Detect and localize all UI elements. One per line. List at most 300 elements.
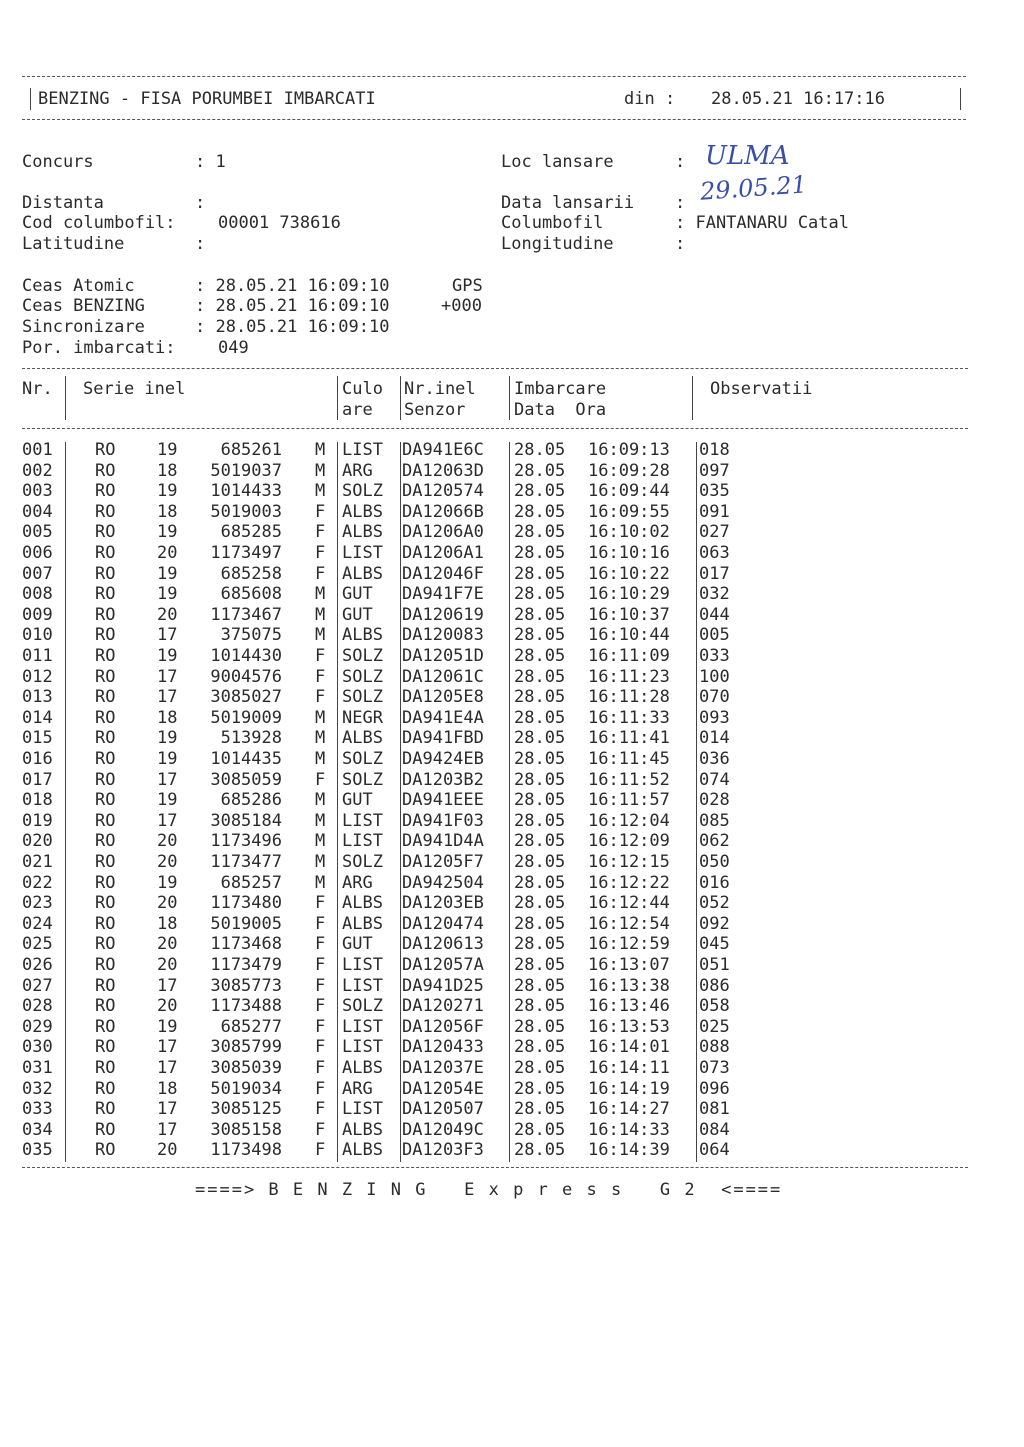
row-observation: 028 xyxy=(699,790,730,811)
row-date: 28.05 xyxy=(514,728,566,749)
row-observation: 005 xyxy=(699,625,730,646)
row-sex: M xyxy=(315,728,326,749)
col-header-imbarcare: Imbarcare xyxy=(514,379,607,399)
row-date: 28.05 xyxy=(514,872,566,893)
document-title: BENZING - FISA PORUMBEI IMBARCATI xyxy=(38,89,376,109)
row-date: 28.05 xyxy=(514,1058,566,1078)
row-sensor: DA12046F xyxy=(402,563,484,584)
row-country: RO xyxy=(95,707,116,728)
columbofil-value: : FANTANARU Catal xyxy=(675,213,849,233)
col-sep-body-5 xyxy=(696,442,697,1162)
row-country: RO xyxy=(95,646,116,666)
row-sensor: DA120433 xyxy=(402,1037,484,1058)
loc-lansare-value: : xyxy=(675,152,686,172)
row-nr: 021 xyxy=(22,852,53,872)
row-nr: 023 xyxy=(22,893,53,914)
row-date: 28.05 xyxy=(514,501,566,522)
row-time: 16:11:45 xyxy=(588,749,670,769)
row-nr: 028 xyxy=(22,996,53,1017)
row-sex: F xyxy=(315,1037,326,1058)
row-time: 16:11:41 xyxy=(588,728,670,749)
row-country: RO xyxy=(95,955,116,975)
row-sex: F xyxy=(315,955,326,975)
row-observation: 033 xyxy=(699,646,730,666)
row-time: 16:14:19 xyxy=(588,1078,670,1099)
col-header-culo: Culo xyxy=(342,379,383,399)
row-country: RO xyxy=(95,852,116,872)
row-observation: 062 xyxy=(699,831,730,852)
row-time: 16:14:11 xyxy=(588,1058,670,1078)
row-date: 28.05 xyxy=(514,852,566,872)
row-color: SOLZ xyxy=(342,687,383,708)
row-sensor: DA1205F7 xyxy=(402,852,484,872)
row-nr: 008 xyxy=(22,584,53,605)
row-date: 28.05 xyxy=(514,522,566,543)
row-country: RO xyxy=(95,563,116,584)
row-color: ALBS xyxy=(342,625,383,646)
row-country: RO xyxy=(95,1140,116,1161)
row-nr: 006 xyxy=(22,543,53,563)
row-time: 16:12:59 xyxy=(588,934,670,955)
col-sep-header-5 xyxy=(692,376,693,420)
row-ring-number: 1014430 xyxy=(210,646,282,666)
ceas-benzing-label: Ceas BENZING xyxy=(22,296,145,316)
row-sensor: DA12057A xyxy=(402,955,484,975)
concurs-value: : 1 xyxy=(195,152,226,172)
row-sex: M xyxy=(315,440,326,460)
row-time: 16:09:44 xyxy=(588,481,670,502)
row-sex: M xyxy=(315,852,326,872)
col-sep-body-2 xyxy=(337,442,338,1162)
row-time: 16:12:44 xyxy=(588,893,670,914)
row-observation: 044 xyxy=(699,604,730,625)
row-sex: M xyxy=(315,584,326,605)
row-ring-number: 685277 xyxy=(220,1016,282,1037)
row-ring-number: 685608 xyxy=(220,584,282,605)
sincronizare-label: Sincronizare xyxy=(22,317,145,337)
row-year: 18 xyxy=(157,707,178,728)
row-ring-number: 685258 xyxy=(220,563,282,584)
row-color: SOLZ xyxy=(342,749,383,769)
row-color: ALBS xyxy=(342,728,383,749)
row-country: RO xyxy=(95,687,116,708)
row-year: 19 xyxy=(157,481,178,502)
table-header-rule xyxy=(22,428,968,429)
row-date: 28.05 xyxy=(514,1016,566,1037)
row-date: 28.05 xyxy=(514,625,566,646)
row-country: RO xyxy=(95,1099,116,1120)
row-date: 28.05 xyxy=(514,707,566,728)
table-bottom-rule xyxy=(22,1167,968,1168)
row-country: RO xyxy=(95,1078,116,1099)
row-color: LIST xyxy=(342,831,383,852)
row-time: 16:09:28 xyxy=(588,460,670,481)
row-sensor: DA941E4A xyxy=(402,707,484,728)
row-ring-number: 5019034 xyxy=(210,1078,282,1099)
row-date: 28.05 xyxy=(514,996,566,1017)
row-year: 18 xyxy=(157,1078,178,1099)
row-date: 28.05 xyxy=(514,666,566,687)
row-year: 20 xyxy=(157,831,178,852)
por-imbarcati-value: 049 xyxy=(218,338,249,358)
row-nr: 018 xyxy=(22,790,53,811)
row-sensor: DA941F03 xyxy=(402,810,484,831)
row-date: 28.05 xyxy=(514,1140,566,1161)
distanta-label: Distanta xyxy=(22,193,104,213)
row-year: 20 xyxy=(157,852,178,872)
row-time: 16:13:53 xyxy=(588,1016,670,1037)
row-country: RO xyxy=(95,604,116,625)
row-sex: F xyxy=(315,996,326,1017)
longitudine-label: Longitudine xyxy=(501,234,614,254)
row-sex: M xyxy=(315,625,326,646)
row-sex: F xyxy=(315,522,326,543)
row-ring-number: 5019009 xyxy=(210,707,282,728)
row-year: 20 xyxy=(157,543,178,563)
col-header-observatii: Observatii xyxy=(710,379,813,399)
row-date: 28.05 xyxy=(514,913,566,934)
row-color: GUT xyxy=(342,934,373,955)
row-observation: 025 xyxy=(699,1016,730,1037)
row-time: 16:13:07 xyxy=(588,955,670,975)
row-time: 16:09:55 xyxy=(588,501,670,522)
row-sensor: DA120474 xyxy=(402,913,484,934)
row-color: ALBS xyxy=(342,913,383,934)
row-time: 16:10:02 xyxy=(588,522,670,543)
row-sensor: DA1205E8 xyxy=(402,687,484,708)
col-sep-header-4 xyxy=(509,376,510,420)
row-color: ARG xyxy=(342,1078,373,1099)
row-date: 28.05 xyxy=(514,1037,566,1058)
row-sensor: DA12063D xyxy=(402,460,484,481)
row-color: LIST xyxy=(342,440,383,460)
row-country: RO xyxy=(95,810,116,831)
row-nr: 009 xyxy=(22,604,53,625)
row-ring-number: 3085184 xyxy=(210,810,282,831)
row-color: ALBS xyxy=(342,1058,383,1078)
row-year: 17 xyxy=(157,769,178,790)
row-year: 17 xyxy=(157,1099,178,1120)
row-sex: F xyxy=(315,1058,326,1078)
row-date: 28.05 xyxy=(514,934,566,955)
row-ring-number: 3085027 xyxy=(210,687,282,708)
row-sex: F xyxy=(315,1119,326,1140)
row-year: 19 xyxy=(157,872,178,893)
row-sensor: DA941D4A xyxy=(402,831,484,852)
latitudine-label: Latitudine xyxy=(22,234,125,254)
row-time: 16:09:13 xyxy=(588,440,670,460)
row-observation: 052 xyxy=(699,893,730,914)
columbofil-label: Columbofil xyxy=(501,213,604,233)
row-color: ALBS xyxy=(342,1140,383,1161)
row-observation: 016 xyxy=(699,872,730,893)
row-ring-number: 3085773 xyxy=(210,975,282,996)
row-observation: 084 xyxy=(699,1119,730,1140)
loc-lansare-label: Loc lansare xyxy=(501,152,614,172)
row-ring-number: 3085125 xyxy=(210,1099,282,1120)
row-time: 16:13:46 xyxy=(588,996,670,1017)
row-nr: 024 xyxy=(22,913,53,934)
row-date: 28.05 xyxy=(514,810,566,831)
row-ring-number: 3085039 xyxy=(210,1058,282,1078)
row-country: RO xyxy=(95,975,116,996)
row-nr: 017 xyxy=(22,769,53,790)
row-color: ARG xyxy=(342,872,373,893)
ceas-atomic-source: GPS xyxy=(452,276,483,296)
row-time: 16:10:29 xyxy=(588,584,670,605)
row-observation: 092 xyxy=(699,913,730,934)
row-observation: 088 xyxy=(699,1037,730,1058)
row-nr: 029 xyxy=(22,1016,53,1037)
row-ring-number: 1173480 xyxy=(210,893,282,914)
distanta-value: : xyxy=(195,193,206,213)
row-sensor: DA941E6C xyxy=(402,440,484,460)
row-year: 18 xyxy=(157,913,178,934)
row-color: SOLZ xyxy=(342,481,383,502)
col-sep-body-4 xyxy=(509,442,510,1162)
row-year: 20 xyxy=(157,604,178,625)
row-nr: 012 xyxy=(22,666,53,687)
row-ring-number: 1173488 xyxy=(210,996,282,1017)
row-sex: F xyxy=(315,563,326,584)
row-color: GUT xyxy=(342,584,373,605)
row-ring-number: 1173468 xyxy=(210,934,282,955)
row-observation: 035 xyxy=(699,481,730,502)
row-ring-number: 5019005 xyxy=(210,913,282,934)
row-country: RO xyxy=(95,666,116,687)
col-sep-body-3 xyxy=(400,442,401,1162)
row-nr: 003 xyxy=(22,481,53,502)
row-country: RO xyxy=(95,543,116,563)
row-year: 18 xyxy=(157,501,178,522)
row-ring-number: 685257 xyxy=(220,872,282,893)
row-nr: 025 xyxy=(22,934,53,955)
row-sex: F xyxy=(315,913,326,934)
row-year: 19 xyxy=(157,584,178,605)
row-observation: 032 xyxy=(699,584,730,605)
row-sensor: DA9424EB xyxy=(402,749,484,769)
row-nr: 010 xyxy=(22,625,53,646)
row-ring-number: 685285 xyxy=(220,522,282,543)
data-lansarii-value: : xyxy=(675,193,686,213)
row-observation: 027 xyxy=(699,522,730,543)
row-ring-number: 1173496 xyxy=(210,831,282,852)
row-year: 19 xyxy=(157,563,178,584)
handwritten-date: 29.05.21 xyxy=(699,170,808,206)
table-top-rule xyxy=(22,368,968,369)
row-country: RO xyxy=(95,790,116,811)
row-ring-number: 513928 xyxy=(220,728,282,749)
row-date: 28.05 xyxy=(514,584,566,605)
row-sensor: DA12066B xyxy=(402,501,484,522)
row-sensor: DA12037E xyxy=(402,1058,484,1078)
row-nr: 011 xyxy=(22,646,53,666)
row-color: LIST xyxy=(342,975,383,996)
row-time: 16:14:33 xyxy=(588,1119,670,1140)
row-color: ARG xyxy=(342,460,373,481)
row-color: SOLZ xyxy=(342,769,383,790)
sincronizare-value: : 28.05.21 16:09:10 xyxy=(195,317,390,337)
row-sensor: DA12054E xyxy=(402,1078,484,1099)
concurs-label: Concurs xyxy=(22,152,94,172)
col-header-data-ora: Data Ora xyxy=(514,400,607,420)
row-observation: 081 xyxy=(699,1099,730,1120)
row-country: RO xyxy=(95,501,116,522)
row-year: 20 xyxy=(157,934,178,955)
row-nr: 032 xyxy=(22,1078,53,1099)
row-sensor: DA12061C xyxy=(402,666,484,687)
row-date: 28.05 xyxy=(514,893,566,914)
row-nr: 035 xyxy=(22,1140,53,1161)
row-nr: 014 xyxy=(22,707,53,728)
row-time: 16:11:28 xyxy=(588,687,670,708)
row-time: 16:14:27 xyxy=(588,1099,670,1120)
cod-columbofil-label: Cod columbofil: xyxy=(22,213,176,233)
row-ring-number: 3085158 xyxy=(210,1119,282,1140)
row-date: 28.05 xyxy=(514,769,566,790)
row-observation: 091 xyxy=(699,501,730,522)
row-nr: 001 xyxy=(22,440,53,460)
row-date: 28.05 xyxy=(514,975,566,996)
row-date: 28.05 xyxy=(514,440,566,460)
row-color: NEGR xyxy=(342,707,383,728)
row-color: SOLZ xyxy=(342,666,383,687)
row-time: 16:14:39 xyxy=(588,1140,670,1161)
row-time: 16:14:01 xyxy=(588,1037,670,1058)
row-country: RO xyxy=(95,584,116,605)
row-sex: F xyxy=(315,1140,326,1161)
row-year: 17 xyxy=(157,975,178,996)
row-observation: 093 xyxy=(699,707,730,728)
row-nr: 015 xyxy=(22,728,53,749)
row-country: RO xyxy=(95,1119,116,1140)
row-date: 28.05 xyxy=(514,955,566,975)
row-country: RO xyxy=(95,440,116,460)
row-sex: F xyxy=(315,687,326,708)
ceas-benzing-offset: +000 xyxy=(441,296,482,316)
row-sex: M xyxy=(315,872,326,893)
row-observation: 085 xyxy=(699,810,730,831)
row-date: 28.05 xyxy=(514,1099,566,1120)
row-date: 28.05 xyxy=(514,687,566,708)
row-sex: F xyxy=(315,666,326,687)
row-sensor: DA941FBD xyxy=(402,728,484,749)
row-country: RO xyxy=(95,769,116,790)
row-date: 28.05 xyxy=(514,790,566,811)
row-color: ALBS xyxy=(342,563,383,584)
row-sensor: DA12056F xyxy=(402,1016,484,1037)
row-ring-number: 1173497 xyxy=(210,543,282,563)
latitudine-value: : xyxy=(195,234,206,254)
row-sex: F xyxy=(315,543,326,563)
row-sensor: DA1203B2 xyxy=(402,769,484,790)
row-country: RO xyxy=(95,481,116,502)
row-time: 16:12:22 xyxy=(588,872,670,893)
row-sensor: DA120574 xyxy=(402,481,484,502)
row-ring-number: 1173479 xyxy=(210,955,282,975)
row-nr: 020 xyxy=(22,831,53,852)
row-color: LIST xyxy=(342,543,383,563)
row-time: 16:12:54 xyxy=(588,913,670,934)
row-sex: F xyxy=(315,501,326,522)
row-sex: F xyxy=(315,934,326,955)
row-sensor: DA941EEE xyxy=(402,790,484,811)
row-date: 28.05 xyxy=(514,604,566,625)
ceas-atomic-value: : 28.05.21 16:09:10 xyxy=(195,276,390,296)
row-nr: 026 xyxy=(22,955,53,975)
row-year: 19 xyxy=(157,646,178,666)
row-sensor: DA1206A1 xyxy=(402,543,484,563)
row-nr: 013 xyxy=(22,687,53,708)
row-year: 20 xyxy=(157,1140,178,1161)
row-sex: F xyxy=(315,1078,326,1099)
row-nr: 002 xyxy=(22,460,53,481)
row-observation: 051 xyxy=(699,955,730,975)
row-observation: 018 xyxy=(699,440,730,460)
row-time: 16:11:09 xyxy=(588,646,670,666)
row-nr: 031 xyxy=(22,1058,53,1078)
por-imbarcati-label: Por. imbarcati: xyxy=(22,338,176,358)
row-ring-number: 1173498 xyxy=(210,1140,282,1161)
longitudine-value: : xyxy=(675,234,686,254)
row-color: LIST xyxy=(342,1037,383,1058)
row-color: LIST xyxy=(342,810,383,831)
row-year: 19 xyxy=(157,790,178,811)
row-year: 19 xyxy=(157,749,178,769)
row-year: 17 xyxy=(157,1119,178,1140)
row-sensor: DA1203F3 xyxy=(402,1140,484,1161)
row-year: 19 xyxy=(157,728,178,749)
row-sex: F xyxy=(315,893,326,914)
ceas-benzing-value: : 28.05.21 16:09:10 xyxy=(195,296,390,316)
row-nr: 030 xyxy=(22,1037,53,1058)
row-observation: 063 xyxy=(699,543,730,563)
row-date: 28.05 xyxy=(514,563,566,584)
row-nr: 034 xyxy=(22,1119,53,1140)
row-year: 19 xyxy=(157,440,178,460)
row-year: 17 xyxy=(157,687,178,708)
row-nr: 019 xyxy=(22,810,53,831)
row-ring-number: 3085799 xyxy=(210,1037,282,1058)
row-time: 16:10:37 xyxy=(588,604,670,625)
row-time: 16:11:52 xyxy=(588,769,670,790)
col-header-are: are xyxy=(342,400,373,420)
row-sex: M xyxy=(315,831,326,852)
row-time: 16:10:16 xyxy=(588,543,670,563)
row-sensor: DA120507 xyxy=(402,1099,484,1120)
row-year: 20 xyxy=(157,996,178,1017)
row-observation: 096 xyxy=(699,1078,730,1099)
row-time: 16:10:22 xyxy=(588,563,670,584)
row-observation: 045 xyxy=(699,934,730,955)
cod-columbofil-value: 00001 738616 xyxy=(218,213,341,233)
row-country: RO xyxy=(95,1037,116,1058)
row-year: 17 xyxy=(157,625,178,646)
col-sep-header-2 xyxy=(337,376,338,420)
row-nr: 005 xyxy=(22,522,53,543)
row-nr: 016 xyxy=(22,749,53,769)
row-ring-number: 685286 xyxy=(220,790,282,811)
row-time: 16:10:44 xyxy=(588,625,670,646)
print-datetime: 28.05.21 16:17:16 xyxy=(711,89,885,109)
col-sep-header-3 xyxy=(400,376,401,420)
row-time: 16:12:15 xyxy=(588,852,670,872)
row-year: 17 xyxy=(157,666,178,687)
row-observation: 073 xyxy=(699,1058,730,1078)
row-year: 20 xyxy=(157,955,178,975)
row-color: LIST xyxy=(342,1016,383,1037)
row-observation: 058 xyxy=(699,996,730,1017)
